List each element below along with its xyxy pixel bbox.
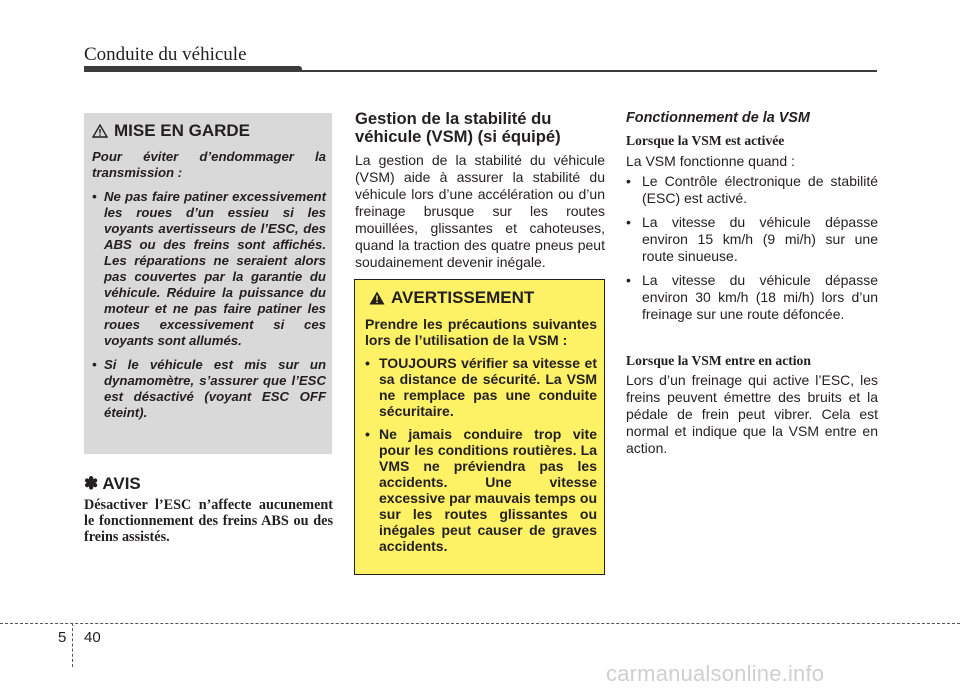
- operation-title: Fonctionnement de la VSM: [626, 110, 810, 126]
- page-header-title: Conduite du véhicule: [84, 44, 247, 65]
- header-bar: [84, 66, 302, 72]
- operation-item-text: Le Contrôle électronique de stabilité (ESC) est activé.: [642, 173, 878, 206]
- caution-heading: [92, 121, 326, 141]
- caution-title: MISE EN GARDE: [114, 121, 251, 140]
- warning-title: AVERTISSEMENT: [391, 288, 535, 307]
- warning-item: • Ne jamais conduire trop vite pour les conditions routières. La VMS ne préviendra pas les accidents. Une vitesse excessive par mauvais temps ou sur les routes glissantes ou inégales peut causer de graves accidents.: [365, 426, 597, 554]
- warning-item-text: Ne jamais conduire trop vite pour les conditions routières. La VMS ne préviendra pas les accidents. Une vitesse excessive par mauvais temps ou sur les routes glissantes ou inégales peut causer de graves accidents.: [379, 426, 597, 554]
- caution-list: [92, 189, 326, 421]
- warning-box: [354, 279, 605, 575]
- footer-divider: [72, 623, 73, 667]
- caution-box: [84, 113, 332, 454]
- operation-subtitle-active: Lorsque la VSM est activée: [626, 133, 785, 148]
- operation-item-text: La vitesse du véhicule dépasse environ 15 km/h (9 mi/h) sur une route sinueuse.: [642, 214, 878, 264]
- operation-item: • La vitesse du véhicule dépasse environ 15 km/h (9 mi/h) sur une route sinueuse.: [626, 214, 878, 264]
- operation-item: • La vitesse du véhicule dépasse environ 30 km/h (18 mi/h) lors d’un freinage sur une route défoncée.: [626, 272, 878, 322]
- footer-rule: [0, 623, 960, 624]
- warning-list: [365, 355, 597, 554]
- operation-item-text: La vitesse du véhicule dépasse environ 30 km/h (18 mi/h) lors d’un freinage sur une route défoncée.: [642, 272, 878, 322]
- vsm-section-body: La gestion de la stabilité du véhicule (VSM) aide à assurer la stabilité du véhicule lors d’une accélération ou d’un freinage brusque sur les routes mouillées, glissantes et cahoteuses, quand la traction des quatre pneus peut soudainement devenir inégale.: [355, 152, 605, 270]
- caution-intro: Pour éviter d’endommager la transmission :: [92, 149, 326, 180]
- note-title: ✽ AVIS: [84, 474, 141, 493]
- operation-body: Lors d’un freinage qui active l’ESC, les freins peuvent émettre des bruits et la pédale de frein peut vibrer. Cela est normal et indique que la VSM entre en action.: [626, 372, 878, 456]
- caution-item: • Ne pas faire patiner excessivement les roues d’un essieu si les voyants avertisseurs de l’ESC, des ABS ou des freins sont affichés. Les réparations ne seraient alors pas couvertes par la garantie du véhicule. Réduire la puissance du moteur et ne pas faire patiner les roues excessivement si ces voyants sont allumés.: [92, 189, 326, 348]
- warning-heading: [369, 288, 597, 308]
- header-rule: [300, 70, 877, 72]
- caution-item: • Si le véhicule est mis sur un dynamomètre, s’assurer que l’ESC est désactivé (voyant ESC OFF éteint).: [92, 357, 326, 420]
- caution-item-text: Ne pas faire patiner excessivement les roues d’un essieu si les voyants avertisseurs de l’ESC, des ABS ou des freins sont affichés. Les réparations ne seraient alors pas couvertes par la garantie du véhicule. Réduire la puissance du moteur et ne pas faire patiner les roues excessivement si ces voyants sont allumés.: [104, 189, 326, 348]
- page-number: 40: [84, 629, 101, 646]
- warning-item: • TOUJOURS vérifier sa vitesse et sa distance de sécurité. La VSM ne remplace pas une conduite sécuritaire.: [365, 355, 597, 419]
- note-body: Désactiver l’ESC n’affecte aucunement le fonctionnement des freins ABS ou des freins assistés.: [84, 497, 333, 545]
- warning-item-text: TOUJOURS vérifier sa vitesse et sa distance de sécurité. La VSM ne remplace pas une conduite sécuritaire.: [379, 355, 597, 419]
- vsm-section-title: Gestion de la stabilité du véhicule (VSM) (si équipé): [355, 109, 561, 146]
- operation-intro: La VSM fonctionne quand :: [626, 153, 795, 169]
- chapter-number: 5: [58, 629, 67, 646]
- watermark[interactable]: carmanualsonline.info: [606, 661, 825, 686]
- warning-triangle-icon: [369, 291, 385, 305]
- operation-item: • Le Contrôle électronique de stabilité (ESC) est activé.: [626, 173, 878, 206]
- caution-item-text: Si le véhicule est mis sur un dynamomètre, s’assurer que l’ESC est désactivé (voyant ESC OFF éteint).: [104, 357, 326, 420]
- operation-subtitle-action: Lorsque la VSM entre en action: [626, 353, 811, 368]
- operation-list: [626, 173, 878, 330]
- warning-triangle-icon: [92, 124, 108, 138]
- warning-intro: Prendre les précautions suivantes lors de l’utilisation de la VSM :: [365, 316, 597, 348]
